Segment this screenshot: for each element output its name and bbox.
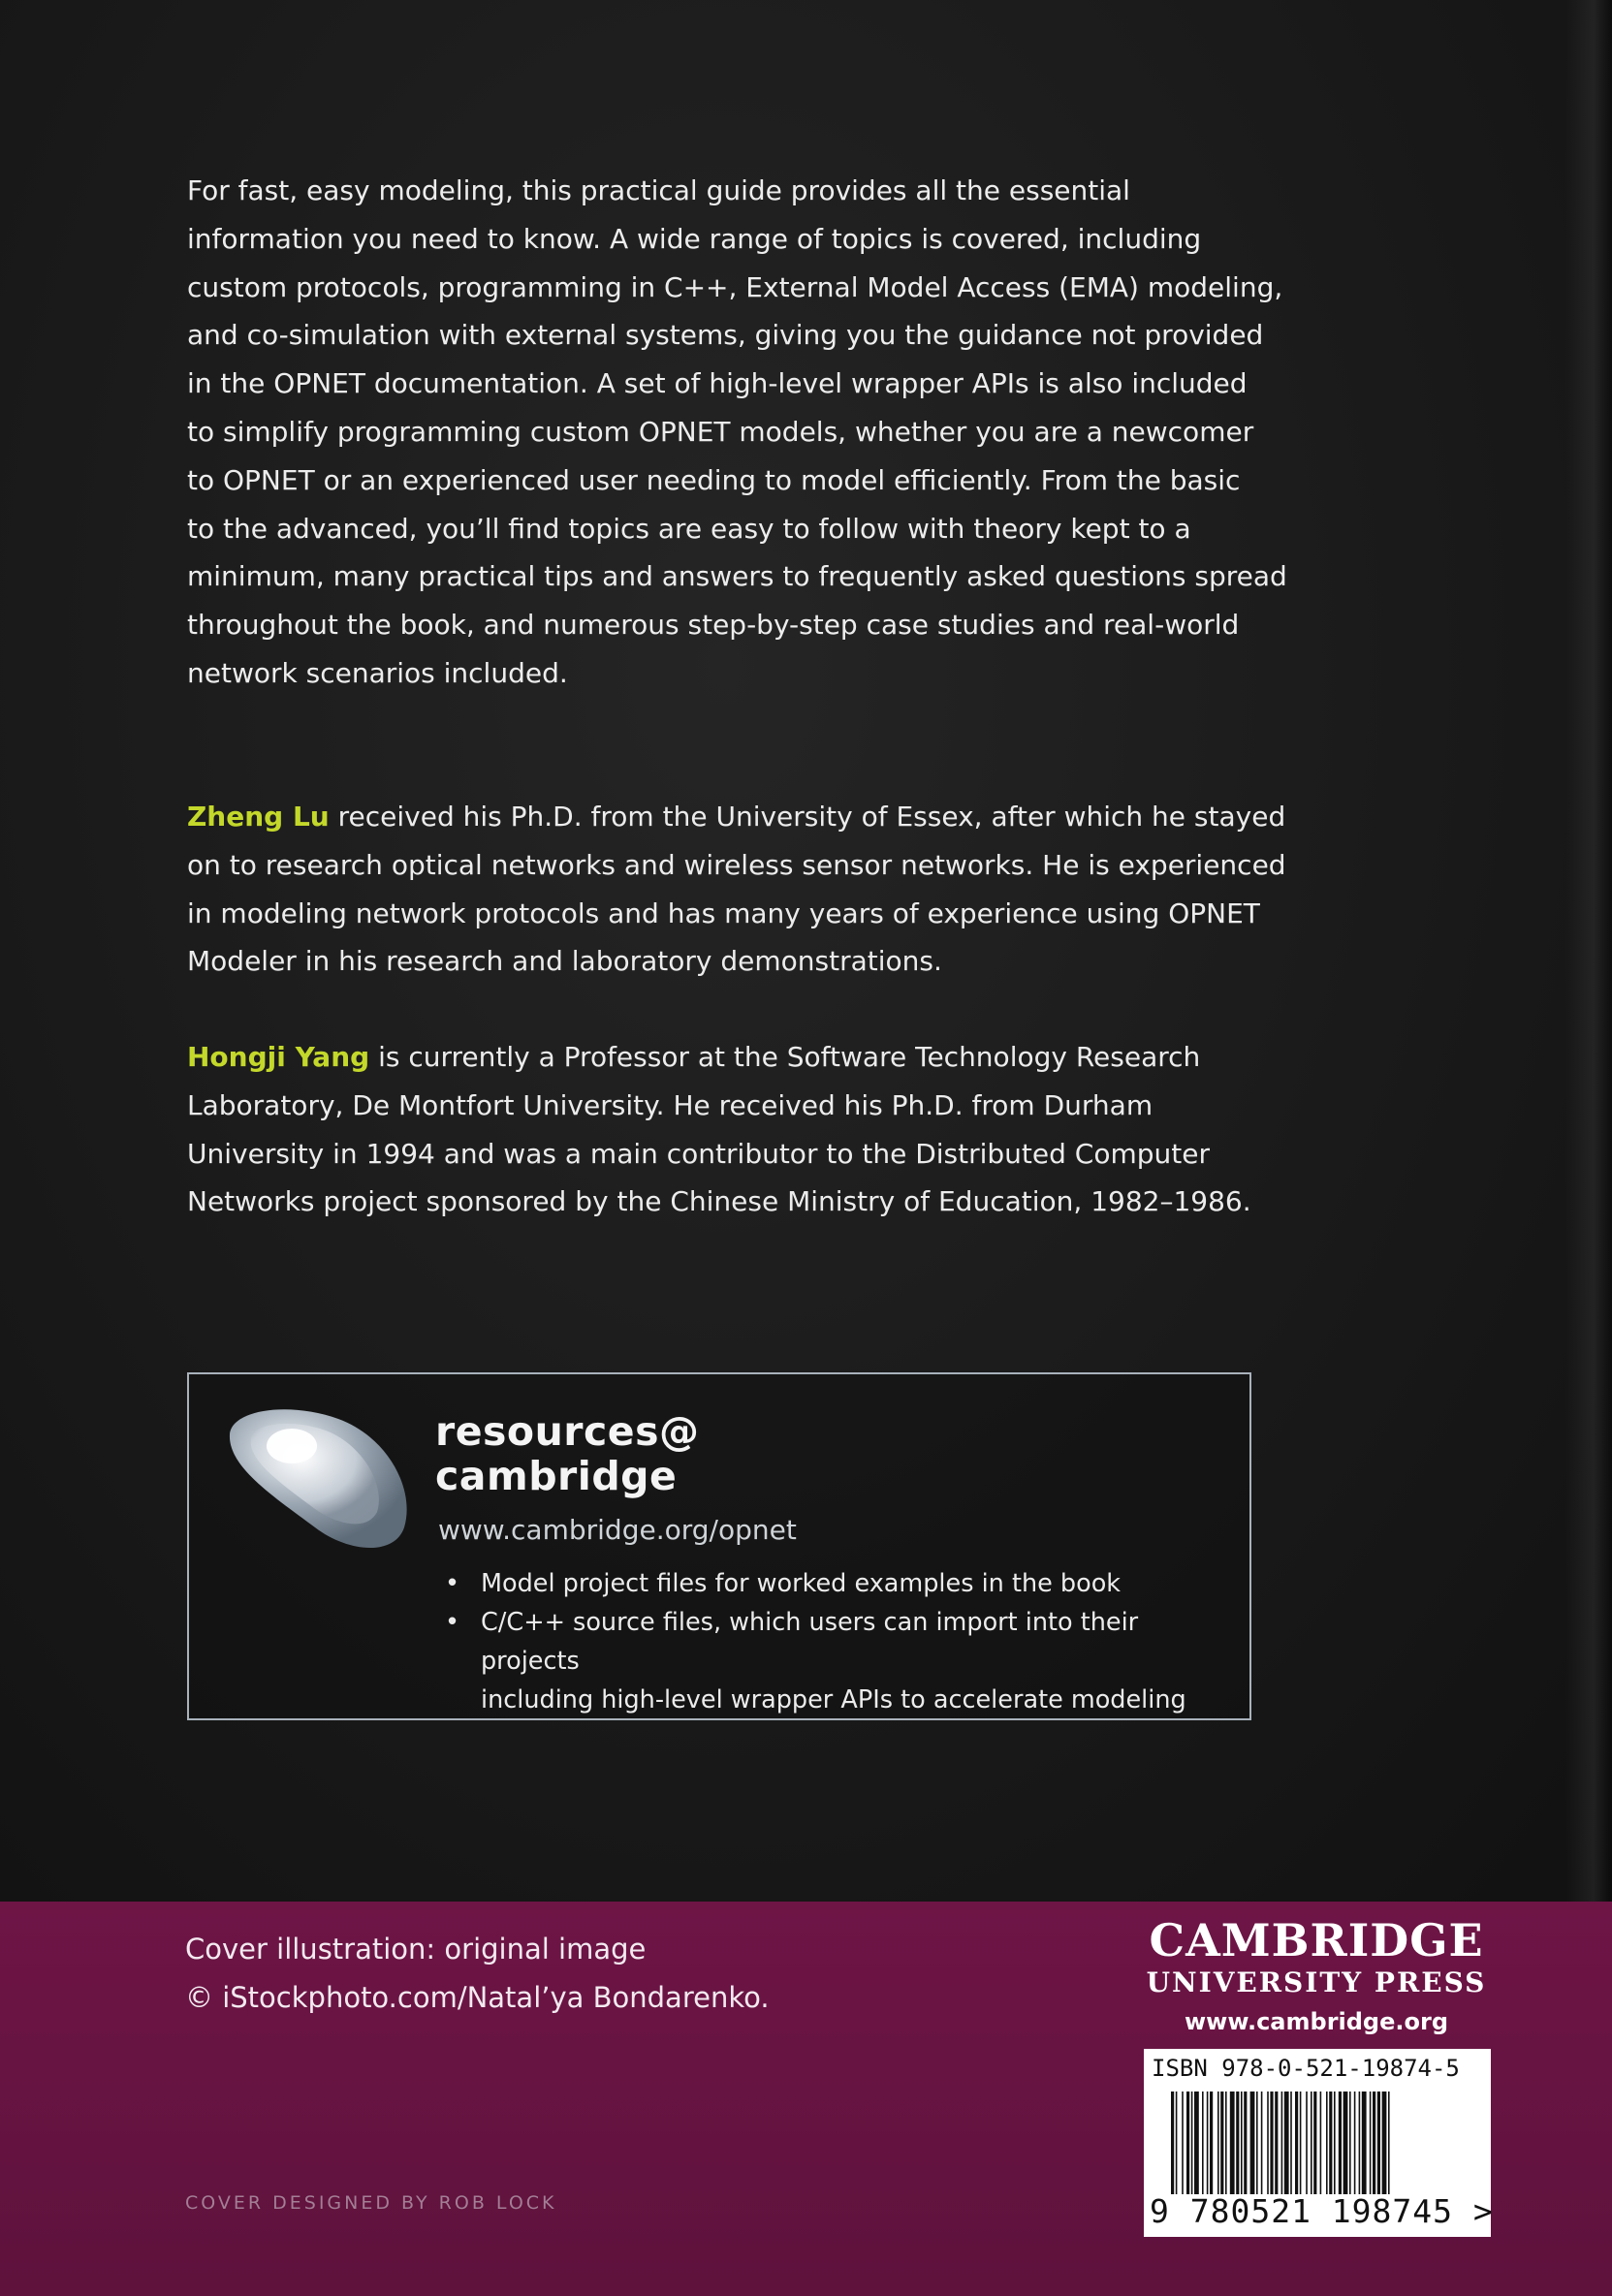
bio-line: University in 1994 and was a main contributor to the Distributed Computer <box>187 1137 1211 1170</box>
bio-line: Networks project sponsored by the Chinese Ministry of Education, 1982–1986. <box>187 1185 1251 1218</box>
barcode-bar <box>1261 2092 1263 2194</box>
resources-title-line: resources@ <box>435 1408 700 1455</box>
isbn-label: ISBN 978-0-521-19874-5 <box>1152 2055 1460 2082</box>
author-name: Zheng Lu <box>187 801 330 833</box>
list-item-text: Model project files for worked examples in the book <box>481 1569 1122 1598</box>
barcode-bar <box>1373 2092 1375 2194</box>
author-bio-hongji-yang <box>187 1033 1302 1226</box>
barcode-bar <box>1256 2092 1258 2194</box>
list-item <box>445 1564 1240 1603</box>
author-bio-zheng-lu <box>187 793 1302 986</box>
barcode-bar <box>1313 2092 1316 2194</box>
barcode-bar <box>1281 2092 1283 2194</box>
bullet: • <box>445 1608 460 1637</box>
barcode-bar <box>1186 2092 1189 2194</box>
barcode-bar <box>1349 2092 1351 2194</box>
list-item <box>445 1603 1240 1719</box>
barcode-bar <box>1191 2092 1193 2194</box>
barcode-bar <box>1270 2092 1273 2194</box>
book-description <box>187 167 1302 698</box>
description-line: custom protocols, programming in C++, External Model Access (EMA) modeling, <box>187 270 1283 303</box>
barcode-bar <box>1210 2092 1213 2194</box>
description-line: network scenarios included. <box>187 656 568 689</box>
bio-text: received his Ph.D. from the University of Essex, after which he stayed <box>329 801 1286 833</box>
spine-edge <box>1565 0 1612 1902</box>
barcode-bar <box>1382 2092 1387 2194</box>
barcode-bar <box>1329 2092 1332 2194</box>
description-line: minimum, many practical tips and answers to frequently asked questions spread <box>187 560 1287 593</box>
cover-credit <box>185 1925 770 2022</box>
barcode-bar <box>1176 2092 1178 2194</box>
barcode-bar <box>1207 2092 1209 2194</box>
barcode-bar <box>1171 2092 1174 2194</box>
resources-title-line: cambridge <box>435 1453 678 1499</box>
bio-line: in modeling network protocols and has many years of experience using OPNET <box>187 896 1260 929</box>
barcode-bar <box>1311 2092 1312 2194</box>
credit-line: Cover illustration: original image <box>185 1933 647 1966</box>
resources-url[interactable]: www.cambridge.org/opnet <box>438 1514 797 1546</box>
barcode-digits: 9 780521 198745 > <box>1150 2192 1494 2230</box>
bio-line <box>187 793 1302 841</box>
barcode-bar <box>1194 2092 1199 2194</box>
barcode-bar <box>1225 2092 1227 2194</box>
author-name: Hongji Yang <box>187 1041 370 1073</box>
barcode-bar <box>1217 2092 1219 2194</box>
bio-line <box>187 1033 1302 1082</box>
bullet: • <box>445 1569 460 1598</box>
barcode-bar <box>1359 2092 1361 2194</box>
barcode-bar <box>1202 2092 1204 2194</box>
list-item-text: including high-level wrapper APIs to accelerate modeling <box>481 1685 1186 1714</box>
description-line: information you need to know. A wide range of topics is covered, including <box>187 222 1202 255</box>
bio-text: is currently a Professor at the Software Technology Research <box>369 1041 1201 1073</box>
credit-line: © iStockphoto.com/Natal’ya Bondarenko. <box>185 1981 770 2014</box>
bio-line: Laboratory, De Montfort University. He received his Ph.D. from Durham <box>187 1088 1154 1121</box>
description-line: and co-simulation with external systems, giving you the guidance not provided <box>187 319 1264 352</box>
barcode-bar <box>1244 2092 1247 2194</box>
barcode-bar <box>1300 2092 1302 2194</box>
barcode-bar <box>1334 2092 1336 2194</box>
description-line: to simplify programming custom OPNET models, whether you are a newcomer <box>187 415 1254 448</box>
barcode <box>1144 2049 1494 2237</box>
barcode-bar <box>1320 2092 1322 2194</box>
publisher-name: CAMBRIDGE <box>1149 1914 1484 1966</box>
cover-designer: COVER DESIGNED BY ROB LOCK <box>185 2192 557 2214</box>
barcode-bar <box>1362 2092 1367 2194</box>
barcode-bar <box>1250 2092 1255 2194</box>
barcode-bar <box>1388 2092 1390 2194</box>
barcode-bar <box>1377 2092 1380 2194</box>
resources-list <box>445 1564 1240 1719</box>
publisher-logo <box>1142 1915 1491 2041</box>
barcode-bar <box>1370 2092 1372 2194</box>
publisher-subtitle: UNIVERSITY PRESS <box>1146 1966 1487 1998</box>
description-line: to the advanced, you’ll find topics are easy to follow with theory kept to a <box>187 512 1191 545</box>
barcode-bar <box>1339 2092 1342 2194</box>
barcode-bar <box>1236 2092 1239 2194</box>
barcode-bars <box>1171 2092 1471 2194</box>
barcode-bar <box>1182 2092 1184 2194</box>
bio-line: Modeler in his research and laboratory demonstrations. <box>187 945 942 978</box>
publisher-url[interactable]: www.cambridge.org <box>1184 2008 1449 2035</box>
barcode-bar <box>1230 2092 1235 2194</box>
resources-box <box>187 1372 1251 1720</box>
barcode-bar <box>1284 2092 1289 2194</box>
bio-line: on to research optical networks and wireless sensor networks. He is experienced <box>187 848 1286 881</box>
barcode-bar <box>1343 2092 1348 2194</box>
barcode-bar <box>1295 2092 1298 2194</box>
resources-logo-icon <box>222 1400 416 1555</box>
barcode-bar <box>1290 2092 1292 2194</box>
resources-title <box>435 1409 700 1498</box>
barcode-bar <box>1241 2092 1243 2194</box>
barcode-bar <box>1354 2092 1356 2194</box>
description-line: in the OPNET documentation. A set of high-level wrapper APIs is also included <box>187 367 1248 400</box>
list-item-text: C/C++ source files, which users can import into their projects <box>481 1608 1139 1676</box>
description-line: to OPNET or an experienced user needing to model efficiently. From the basic <box>187 463 1241 496</box>
description-line: For fast, easy modeling, this practical guide provides all the essential <box>187 174 1130 206</box>
barcode-bar <box>1306 2092 1308 2194</box>
barcode-bar <box>1267 2092 1269 2194</box>
barcode-bar <box>1326 2092 1328 2194</box>
barcode-bar <box>1220 2092 1223 2194</box>
barcode-bar <box>1275 2092 1278 2194</box>
description-line: throughout the book, and numerous step-by-step case studies and real-world <box>187 609 1240 642</box>
